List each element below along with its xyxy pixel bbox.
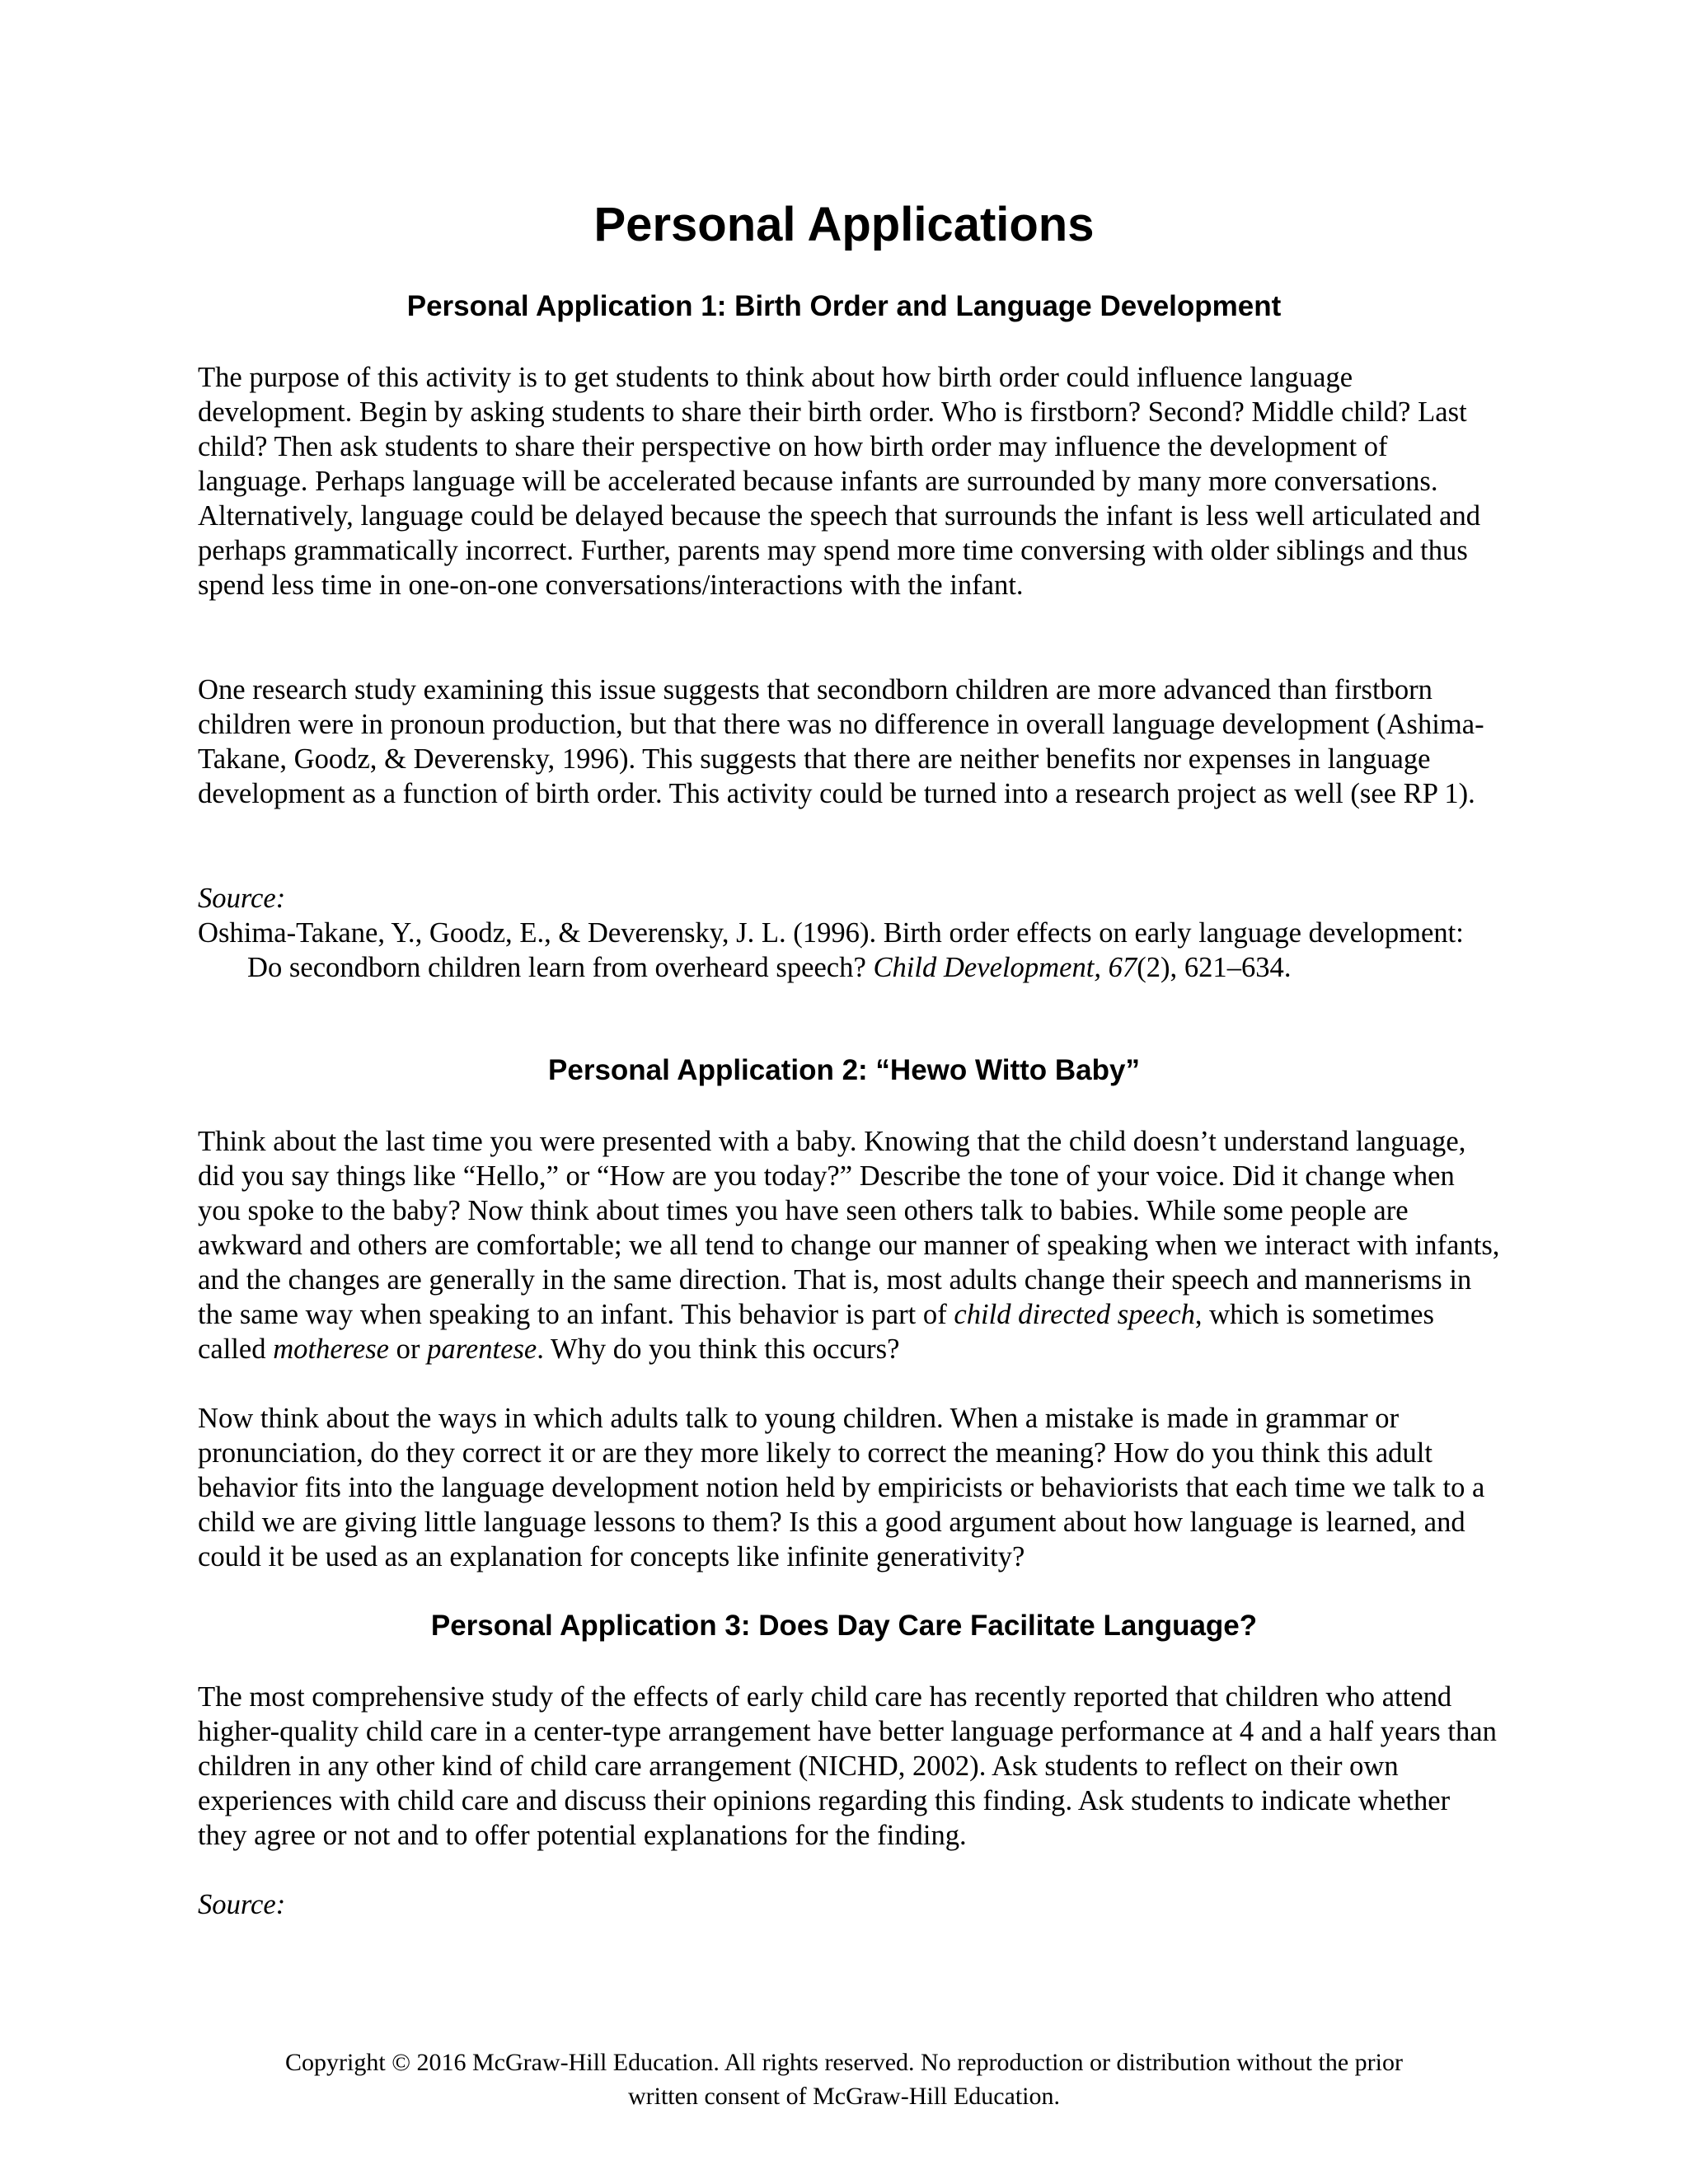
reference-text: Oshima-Takane, Y., Goodz, E., & Deverensky, J. L. (1996). Birth order effects on early language development: Do secondborn children learn from overheard speech? xyxy=(198,917,1464,983)
pa2-paragraph-2: Now think about the ways in which adults talk to young children. When a mistake is made in grammar or pronunciation, do they correct it or are they more likely to correct the meaning? How do you think this adult behavior fits into the language development notion held by empiricists or behaviorists that each time we talk to a child we are giving little language lessons to them? Is this a good argument about how language is learned, and could it be used as an explanation for concepts like infinite generativity? xyxy=(198,1403,1485,1572)
pa1-reference xyxy=(198,916,1500,985)
pa2-text-3: or xyxy=(389,1333,428,1365)
copyright-footer xyxy=(0,2046,1688,2113)
pa2-text-4: . Why do you think this occurs? xyxy=(537,1333,900,1365)
section-heading-pa1: Personal Application 1: Birth Order and Language Development xyxy=(406,290,1282,322)
term-child-directed-speech: child directed speech xyxy=(954,1299,1195,1330)
term-parentese: parentese xyxy=(427,1333,537,1365)
page-title: Personal Applications xyxy=(593,198,1095,251)
section-heading-pa3: Personal Application 3: Does Day Care Facilitate Language? xyxy=(430,1610,1258,1642)
reference-journal: Child Development, 67 xyxy=(873,952,1137,983)
pa2-paragraph-1 xyxy=(198,1124,1500,1366)
reference-pages: (2), 621–634. xyxy=(1137,952,1292,983)
pa2-text-1: Think about the last time you were presented with a baby. Knowing that the child doesn’t understand language, did you say things like “Hello,” or “How are you today?” Describe the tone of your voice. Did it change when you spoke to the baby? Now think about times you have seen others talk to babies. While some people are awkward and others are comfortable; we all tend to change our manner of speaking when we interact with infants, and the changes are generally in the same direction. That is, most adults change their speech and mannerisms in the same way when speaking to an infant. This behavior is part of xyxy=(198,1126,1500,1330)
pa1-source-label: Source: xyxy=(198,883,286,914)
pa3-paragraph-1: The most comprehensive study of the effects of early child care has recently reported that children who attend higher-quality child care in a center-type arrangement have better language performance at 4 and a half years than children in any other kind of child care arrangement (NICHD, 2002). Ask students to reflect on their own experiences with child care and discuss their opinions regarding this finding. Ask students to indicate whether they agree or not and to offer potential explanations for the finding. xyxy=(198,1681,1497,1851)
pa2-text-2: , which is sometimes called xyxy=(198,1299,1434,1365)
footer-line-1: Copyright © 2016 McGraw-Hill Education. All rights reserved. No reproduction or distribution without the prior xyxy=(285,2049,1403,2076)
pa1-paragraph-1: The purpose of this activity is to get students to think about how birth order could influence language development. Begin by asking students to share their birth order. Who is firstborn? Second? Middle child? Last child? Then ask students to share their perspective on how birth order may influence the development of language. Perhaps language will be accelerated because infants are surrounded by many more conversations. Alternatively, language could be delayed because the speech that surrounds the infant is less well articulated and perhaps grammatically incorrect. Further, parents may spend more time conversing with older siblings and thus spend less time in one-on-one conversations/interactions with the infant. xyxy=(198,362,1481,601)
pa3-source-label: Source: xyxy=(198,1889,286,1920)
section-heading-pa2: Personal Application 2: “Hewo Witto Baby” xyxy=(548,1054,1140,1086)
footer-line-2: written consent of McGraw-Hill Education. xyxy=(627,2083,1061,2110)
term-motherese: motherese xyxy=(273,1333,390,1365)
pa1-paragraph-2: One research study examining this issue suggests that secondborn children are more advanced than firstborn children were in pronoun production, but that there was no difference in overall language development (Ashima-Takane, Goodz, & Deverensky, 1996). This suggests that there are neither benefits nor expenses in language development as a function of birth order. This activity could be turned into a research project as well (see RP 1). xyxy=(198,674,1484,809)
